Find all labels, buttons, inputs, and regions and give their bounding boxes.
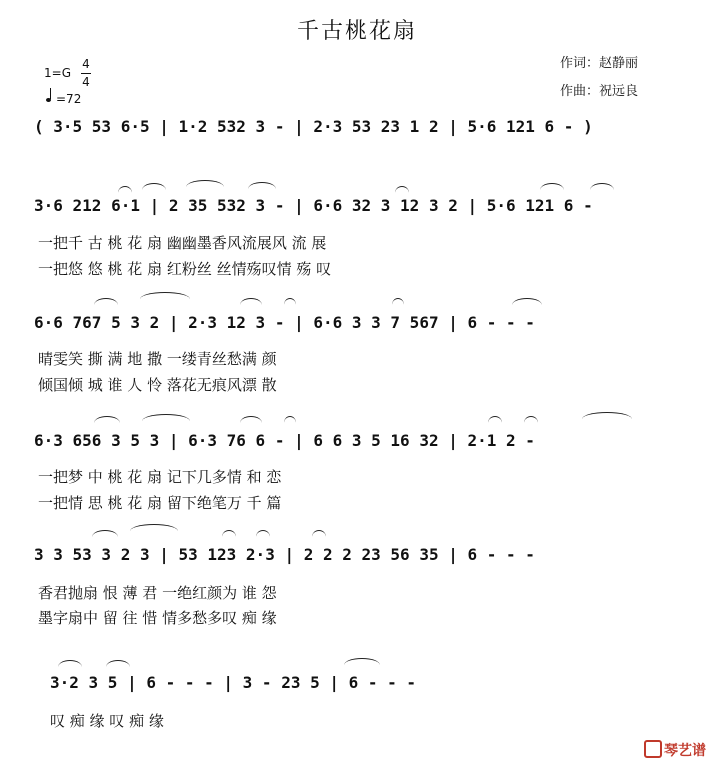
slur-mark (142, 414, 190, 421)
site-logo: 琴艺谱 (644, 740, 706, 760)
score-line-5: 3 3 53 3 2 3 | 53 123 2·3 | 2 2 2 23 56 35 | 6 - - - (34, 545, 535, 564)
lyric-line-6a: 叹 痴 缘 叹 痴 缘 (50, 712, 164, 730)
slur-mark (106, 660, 130, 667)
slur-mark (284, 416, 296, 423)
slur-mark (92, 530, 118, 537)
slur-mark (240, 298, 262, 305)
lyric-line-3b: 倾国倾 城 谁 人 怜 落花无痕风漂 散 (38, 376, 277, 394)
score-line-4: 6·3 656 3 5 3 | 6·3 76 6 - | 6 6 3 5 16 32 | 2·1 2 - (34, 431, 535, 450)
slur-mark (284, 298, 296, 305)
composer-credit: 作曲：祝远良 (560, 84, 639, 99)
slur-mark (488, 416, 502, 423)
lyric-line-5b: 墨字扇中 留 往 惜 情多愁多叹 痴 缘 (38, 609, 277, 627)
slur-mark (392, 298, 404, 305)
score-line-3: 6·6 767 5 3 2 | 2·3 12 3 - | 6·6 3 3 7 567 | 6 - - - (34, 313, 535, 332)
lyric-line-5a: 香君抛扇 恨 薄 君 一绝红颜为 谁 怨 (38, 584, 277, 602)
logo-icon (644, 740, 662, 758)
score-line-2: 3·6 212 6·1 | 2 35 532 3 - | 6·6 32 3 12 3 2 | 5·6 121 6 - (34, 196, 593, 215)
slur-mark (395, 186, 409, 193)
slur-mark (256, 530, 270, 537)
slur-mark (312, 530, 326, 537)
lyric-line-4a: 一把梦 中 桃 花 扇 记下几多情 和 恋 (38, 468, 282, 486)
quarter-note-icon (46, 98, 51, 102)
slur-mark (582, 412, 632, 419)
slur-mark (142, 183, 166, 190)
lyricist-credit: 作词：赵静丽 (560, 56, 639, 71)
time-signature-bottom: 4 (82, 75, 90, 89)
slur-mark (240, 416, 262, 423)
slur-mark (524, 416, 538, 423)
slur-mark (344, 658, 380, 665)
time-signature-top: 4 (82, 57, 90, 71)
lyric-line-4b: 一把情 思 桃 花 扇 留下绝笔万 千 篇 (38, 494, 282, 512)
slur-mark (118, 186, 132, 193)
slur-mark (58, 660, 82, 667)
slur-mark (140, 292, 190, 299)
slur-mark (130, 524, 178, 531)
slur-mark (590, 183, 614, 190)
slur-mark (222, 530, 236, 537)
lyric-line-3a: 晴雯笑 撕 满 地 撒 一缕青丝愁满 颜 (38, 350, 277, 368)
slur-mark (248, 182, 276, 189)
lyric-line-2b: 一把悠 悠 桃 花 扇 红粉丝 丝情殇叹情 殇 叹 (38, 260, 332, 278)
tempo-marking: =72 (56, 92, 82, 106)
slur-mark (94, 416, 120, 423)
time-signature-divider (81, 73, 91, 74)
song-title: 千古桃花扇 (296, 19, 417, 44)
slur-mark (540, 183, 564, 190)
slur-mark (94, 298, 118, 305)
slur-mark (512, 298, 542, 305)
slur-mark (186, 180, 224, 187)
score-line-6: 3·2 3 5 | 6 - - - | 3 - 23 5 | 6 - - - (50, 673, 417, 692)
quarter-note-stem-icon (50, 88, 51, 99)
key-signature: 1=G (44, 66, 71, 80)
score-line-1: ( 3·5 53 6·5 | 1·2 532 3 - | 2·3 53 23 1 2 | 5·6 121 6 - ) (34, 117, 593, 136)
lyric-line-2a: 一把千 古 桃 花 扇 幽幽墨香风流展风 流 展 (38, 234, 327, 252)
